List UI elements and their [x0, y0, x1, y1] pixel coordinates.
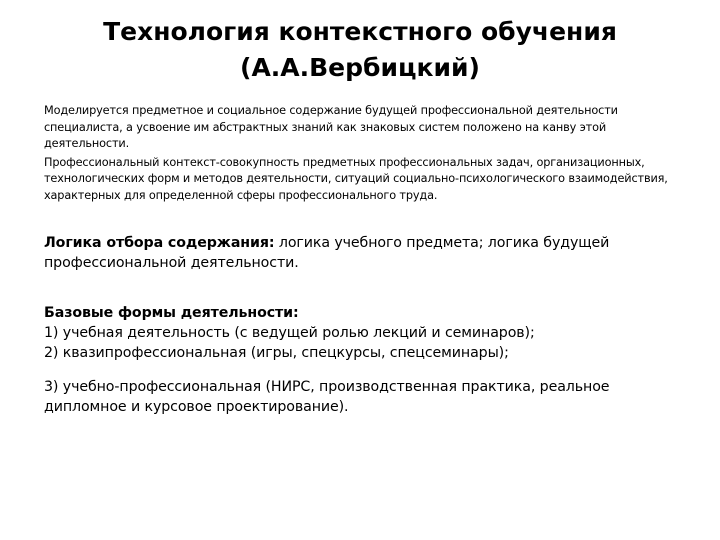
forms-item-2: 2) квазипрофессиональная (игры, спецкурсы, спецсеминары);	[44, 345, 509, 361]
content-logic-text: логика учебного предмета; логика будущей профессиональной деятельности.	[44, 235, 610, 271]
activity-forms-block	[44, 303, 684, 363]
intro-text-block	[44, 103, 694, 204]
content-logic-block	[44, 233, 684, 273]
title-line-1: Технология контекстного обучения	[103, 17, 617, 46]
content-logic-paragraph	[44, 233, 684, 273]
content-logic-label: Логика отбора содержания:	[44, 235, 275, 251]
intro-paragraph: Моделируется предметное и социальное содержание будущей профессиональной деятельности специалиста, а усвоение им абстрактных знаний как знаковых систем положено на канву этой деятельности.	[44, 104, 618, 150]
slide-title	[40, 14, 680, 86]
activity-form-3-block	[44, 377, 684, 417]
forms-item-1: 1) учебная деятельность (с ведущей ролью лекций и семинаров);	[44, 325, 535, 341]
title-line-2: (А.А.Вербицкий)	[240, 53, 480, 82]
context-paragraph: Профессиональный контекст-совокупность предметных профессиональных задач, организационных, технологических форм и методов деятельности, ситуаций социально-психологического взаимодействия, характерных для определенной сферы профессионального труда.	[44, 155, 668, 202]
forms-heading: Базовые формы деятельности:	[44, 305, 299, 321]
forms-item-3: 3) учебно-профессиональная (НИРС, производственная практика, реальное дипломное и курсовое проектирование).	[44, 379, 610, 415]
